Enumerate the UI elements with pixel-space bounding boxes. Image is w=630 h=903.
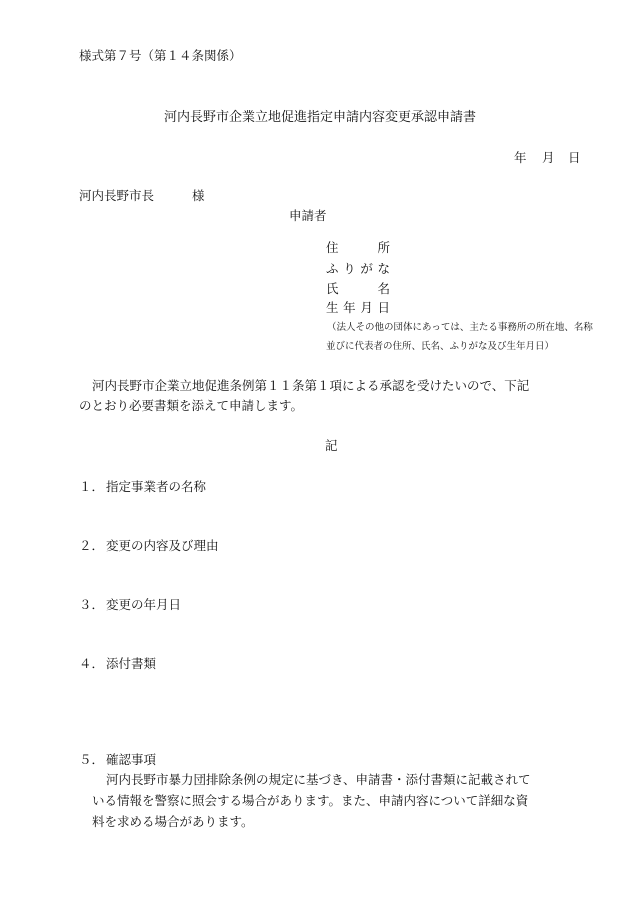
item-label: 指定事業者の名称 — [106, 479, 207, 494]
field-birthdate-char: 月 — [360, 300, 373, 315]
field-furigana-char: り — [343, 261, 356, 276]
document-title: 河内長野市企業立地促進指定申請内容変更承認申請書 — [164, 110, 477, 125]
confirm-line3: 料を求める場合があります。 — [92, 814, 254, 829]
field-name-char: 氏 — [326, 281, 339, 296]
applicant-note-line1: （法人その他の団体にあっては、主たる事務所の所在地、名称 — [327, 322, 593, 333]
field-furigana-char: が — [360, 261, 373, 276]
honorific: 様 — [192, 188, 205, 203]
date-month: 月 — [542, 150, 555, 165]
field-address-char: 所 — [377, 240, 390, 255]
field-name-label — [326, 281, 390, 297]
item-number: ３． — [79, 597, 105, 612]
item-number: ５． — [79, 752, 105, 767]
body-line1: 河内長野市企業立地促進条例第１１条第１項による承認を受けたいので、下記 — [92, 378, 530, 393]
item-number: １． — [79, 479, 105, 494]
field-birthdate-char: 日 — [377, 300, 390, 315]
field-birthdate-label — [326, 300, 390, 316]
item-label: 変更の年月日 — [106, 597, 182, 612]
confirm-line2: いる情報を警察に照会する場合があります。また、申請内容について詳細な資 — [92, 793, 529, 808]
ki-heading: 記 — [325, 438, 338, 453]
item-number: ４． — [79, 656, 105, 671]
field-address-char: 住 — [326, 240, 339, 255]
applicant-note-line2: 並びに代表者の住所、氏名、ふりがな及び生年月日） — [326, 341, 555, 352]
body-line2: のとおり必要書類を添えて申請します。 — [79, 398, 304, 413]
date-day: 日 — [568, 150, 581, 165]
field-name-char: 名 — [377, 281, 390, 296]
applicant-label: 申請者 — [289, 208, 327, 223]
field-birthdate-char: 年 — [343, 300, 356, 315]
field-furigana-char: ふ — [326, 261, 339, 276]
form-number: 様式第７号（第１４条関係） — [79, 48, 242, 63]
item-label: 確認事項 — [106, 752, 157, 767]
field-birthdate-char: 生 — [326, 300, 339, 315]
field-furigana-label — [326, 261, 390, 277]
field-address-label — [326, 240, 390, 256]
item-number: ２． — [79, 538, 105, 553]
date-year: 年 — [514, 150, 527, 165]
item-label: 変更の内容及び理由 — [106, 538, 219, 553]
field-furigana-char: な — [377, 261, 390, 276]
item-label: 添付書類 — [106, 656, 157, 671]
confirm-line1: 河内長野市暴力団排除条例の規定に基づき、申請書・添付書類に記載されて — [106, 772, 531, 787]
addressee: 河内長野市長 — [79, 188, 155, 203]
